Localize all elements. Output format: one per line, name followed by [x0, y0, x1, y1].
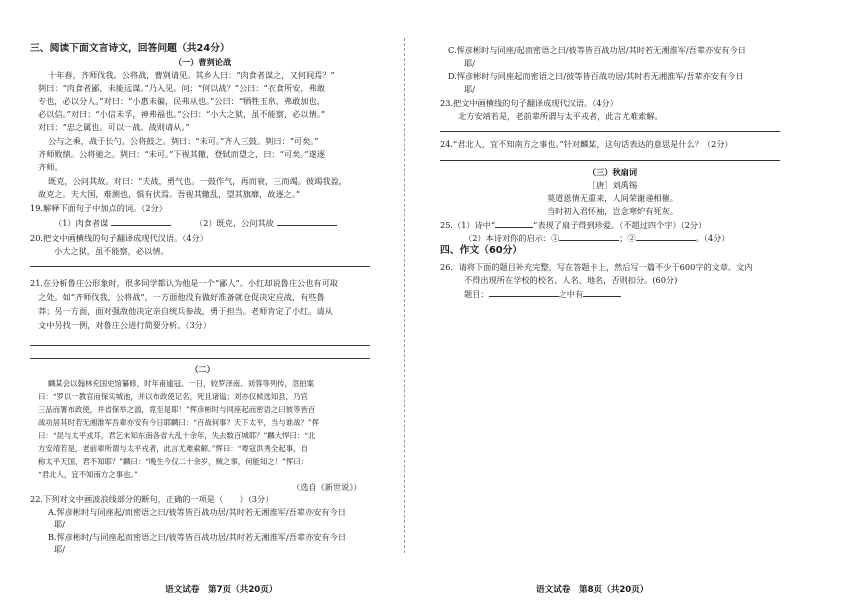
answer-line[interactable]	[440, 131, 780, 132]
page-right	[440, 0, 785, 607]
question-25-1-text: ”表现了扇子得到珍爱。（不超过四个字）（2分）	[533, 220, 707, 230]
question-25-2	[464, 232, 730, 244]
passage1-line: 齐师。	[38, 162, 63, 172]
passage1-line: 专也，必以分人。”对曰：“小惠未徧，民弗从也。”公曰：“牺牲玉帛，弗敢加也，	[38, 96, 325, 106]
passage2-line: 方安靖若是，老前辈所谓与太平戎者，此言尤难索解。”恽曰：“粤寇洪秀全起事，自	[38, 444, 308, 453]
passage2-line: 曰：“昆与太平戎耳，君乞未知东南各省大乱十余年，失去数百城耶？”麟大悍曰：“北	[38, 431, 316, 440]
option-c-line[interactable]: 耶/	[464, 58, 475, 68]
option-a-line[interactable]: A.恽彦彬时与同座起/而密语之曰/彼等皆百战功居/其时若无湘淮军/吾辈亦安有今日	[48, 507, 346, 517]
question-19: 19.解释下面句子中加点的词。（2分）	[30, 203, 167, 213]
passage2-line: “君北人，宜不知南方之事也。”	[38, 470, 138, 479]
option-b-line[interactable]: B.恽彦彬时/与同座起而密语之曰/彼等皆百战功居/其时若无湘淮军/吾辈亦安有今日	[48, 532, 347, 542]
poem-line: 当时初入君怀袖，岂念寒炉有死灰。	[546, 206, 678, 216]
answer-blank[interactable]	[559, 232, 619, 241]
passage1-line: 十年春，齐师伐我。公将战，曹刿请见。其乡人曰：“肉食者谋之，又何间焉？”	[48, 70, 335, 80]
option-d-line[interactable]: D.恽彦彬时与同座起而密语之曰/彼等皆百战功居/其时若无湘淮军/吾辈亦安有今日	[448, 71, 744, 81]
question-19-item-2	[195, 217, 337, 229]
answer-blank[interactable]	[277, 217, 337, 226]
section-title-writing: 四、作文（60分）	[440, 245, 523, 256]
question-24: 24.“君北人，宜不知南方之事也。”针对麟某，这句话表达的意思是什么？（2分）	[440, 139, 733, 149]
passage1-line: 必以信。”对曰：“小信未孚，神弗福也。”公曰：“小大之狱，虽不能察，必以情。”	[38, 109, 326, 119]
option-a-line[interactable]: 耶/	[54, 519, 65, 529]
question-21-line: 文中另找一例，对鲁庄公进行简要分析。（3分）	[38, 320, 212, 330]
question-25-2-text: （2）本诗对你的启示：①	[464, 233, 560, 243]
page-left	[30, 0, 375, 607]
passage2-source: （选自《新世说》）	[292, 482, 362, 492]
question-21-line: 莽；另一方面，面对强敌他决定亲自统兵参战，勇于担当。老师肯定了小红。请从	[38, 306, 333, 316]
answer-line[interactable]	[30, 345, 370, 346]
question-21-line: 21.在分析鲁庄公形象时，很多同学都认为他是一个“鄙人”。小红却说鲁庄公也有可取	[30, 278, 338, 288]
answer-blank[interactable]	[111, 217, 171, 226]
poem-author: ［唐］刘禹锡	[587, 180, 638, 190]
passage1-line: 齐师败绩。公将驰之。刿曰：“未可。”下视其辙，登轼而望之，曰：“可矣。”遂逐	[38, 149, 325, 159]
poem-line: 莫道恩情无重来，人间荣谢递相催。	[546, 193, 678, 203]
passage1-line: 对曰：“忠之属也。可以一战。战则请从。”	[38, 122, 190, 132]
question-20: 20.把文中画横线的句子翻译成现代汉语。（4分）	[30, 233, 208, 243]
question-19-item-1	[54, 217, 171, 229]
passage2-line: 称太平天国，君不知耶？”麟曰：“晚生今仅二十余岁，贼之事，何能知之！”恽曰：	[38, 457, 309, 466]
answer-blank[interactable]	[636, 232, 696, 241]
answer-blank[interactable]	[489, 288, 559, 297]
question-20-sentence: 小大之狱，虽不能察，必以情。	[54, 246, 169, 256]
passage1-line: 既克，公问其故。对曰：“夫战，勇气也。一鼓作气，再而衰，三而竭。彼竭我盈，	[48, 176, 347, 186]
question-26-line: 26．请将下面的题目补充完整，写在答题卡上，然后写一篇不少于600字的文章。文内	[440, 262, 753, 272]
passage2-line: 麟某会以翰林充国史馆纂修，时年甫逾冠。一日，较罗泽南、刘蓉等列传，忽拍案	[48, 379, 315, 388]
option-c-line[interactable]: C.恽彦彬时与同座/起而密语之曰/彼等皆百战功居/其时若无湘淮军/吾辈亦安有今日	[448, 45, 746, 55]
passage1-line: 刿曰：“肉食者鄙，未能远谋。”乃入见。问：“何以战？”公曰：“衣食所安，弗敢	[38, 83, 326, 93]
section-title-reading: 三、阅读下面文言诗文，回答问题（共24分）	[30, 43, 230, 54]
question-26-topic-text: 题目：	[464, 289, 489, 299]
poem-title: （三）秋扇词	[587, 167, 638, 177]
option-d-line[interactable]: 耶/	[464, 84, 475, 94]
question-26-topic	[464, 288, 621, 300]
answer-line[interactable]	[30, 266, 370, 267]
question-25-1	[440, 219, 706, 231]
question-19-item-1-text: （1）肉食者谋	[54, 218, 109, 228]
page-footer-right: 语文试卷 第8页（共20页）	[536, 585, 649, 595]
question-23-sentence: 北方安靖若是，老前辈所谓与太平戎者，此言尤难索解。	[458, 111, 663, 121]
question-26-topic-text: 之中有	[558, 289, 584, 299]
answer-blank[interactable]	[495, 219, 533, 228]
passage1-line: 故克之。夫大国，难测也，惧有伏焉。吾视其辙乱，望其旗靡，故逐之。”	[38, 189, 301, 199]
question-21-line: 之处。如“齐师伐我，公将战”，一方面他没有做好准备就仓促决定应战，有些鲁	[38, 292, 325, 302]
question-25-2-text: 。（4分）	[695, 233, 730, 243]
page-footer-left: 语文试卷 第7页（共20页）	[165, 585, 278, 595]
passage1-line: 公与之乘，战于长勺。公将鼓之。刿曰：“未可。”齐人三鼓。刿曰：“可矣。”	[48, 136, 319, 146]
passage1-title: （一）曹刿论战	[173, 57, 232, 67]
question-22: 22.下列对文中画波浪线部分的断句，正确的一项是（ ）（3分）	[30, 494, 274, 504]
passage2-line: 战功居其时若无湘淮军吾辈亦安有今日耶麟曰：“百战何事？天下太平，当与谁战？”挥	[38, 418, 320, 427]
passage2-line: 曰：“罗以一教官而保实城池，并以布政使记名，死且诸谥；刘亦仅候选知县，乃官	[38, 392, 308, 401]
option-b-line[interactable]: 耶/	[54, 544, 65, 554]
answer-line[interactable]	[30, 358, 370, 359]
passage2-title: （二）	[190, 364, 215, 374]
question-26-line: 不得出现所在学校的校名、人名、地名，否则扣分。(60分)	[464, 275, 678, 285]
question-25-2-text: ；②	[619, 233, 636, 243]
answer-blank[interactable]	[583, 288, 621, 297]
question-19-item-2-text: （2）既克，公问其故	[195, 218, 274, 228]
fold-line	[404, 38, 405, 553]
passage2-line: 三品而署布政使，并省保举之滥，竟至是耶！”恽彦彬时与同座起而密语之曰彼等皆百	[38, 405, 316, 414]
question-23: 23.把文中画横线的句子翻译成现代汉语。（4分）	[440, 98, 618, 108]
answer-line[interactable]	[440, 160, 780, 161]
question-25-1-text: 25.（1）诗中“	[440, 220, 496, 230]
